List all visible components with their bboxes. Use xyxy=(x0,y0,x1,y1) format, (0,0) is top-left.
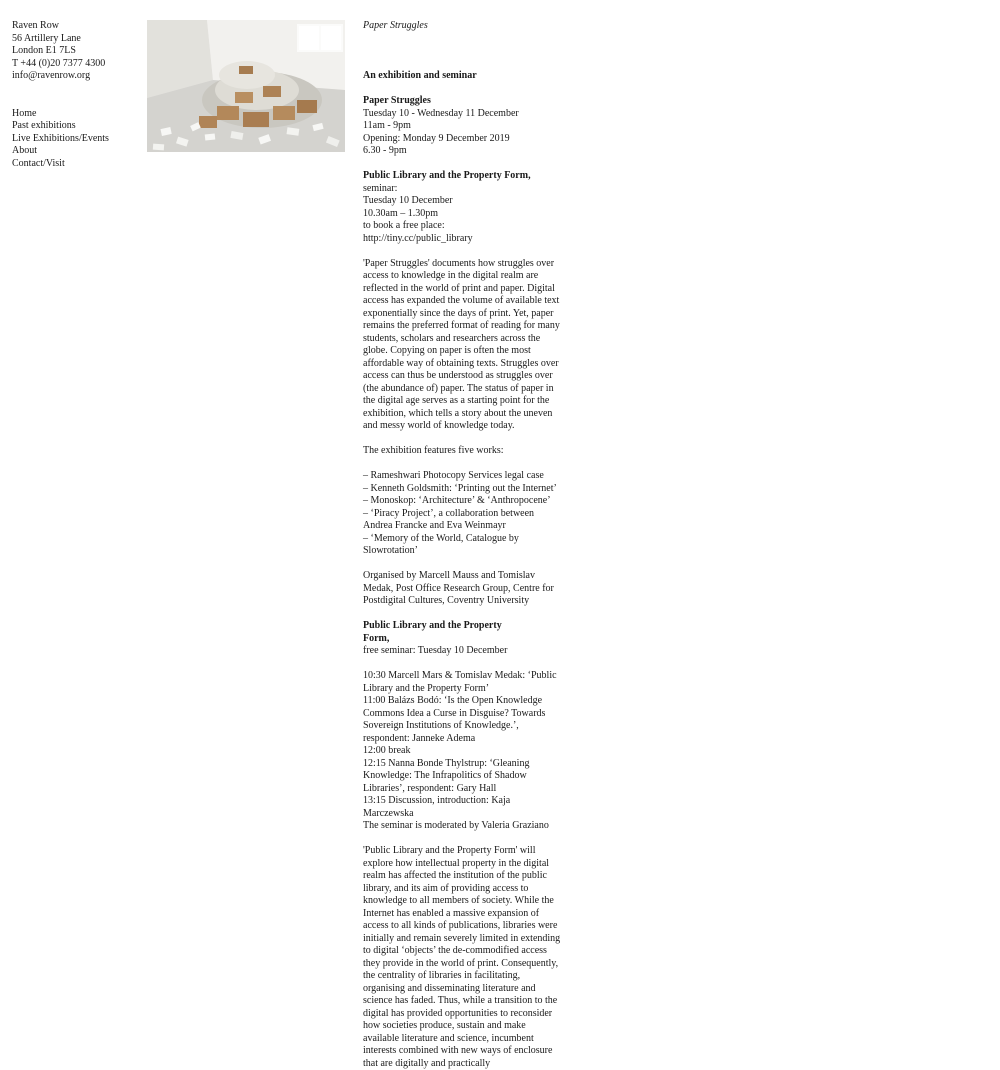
exhibition-description: 'Paper Struggles' documents how struggles over access to knowledge in the digital realm are reflected in the world of print and paper. Digital access has expanded the volume of available text exponentially since the days of print. Yet, paper remains the preferred format of reading for many students, scholars and researchers across the globe. Copying on paper is often the most affordable way of obtaining texts. Struggles over access can thus be understood as struggles over (the abundance of) paper. The status of paper in the digital age serves as a starting point for the exhibition, which tells a story about the uneven and messy world of knowledge today. xyxy=(363,257,560,431)
sidebar xyxy=(12,20,140,170)
nav-item-contact-visit[interactable]: Contact/Visit xyxy=(12,157,65,169)
main-content xyxy=(363,20,563,1070)
seminar-booking-link[interactable]: http://tiny.cc/public_library xyxy=(363,232,473,244)
seminar2-title: Public Library and the Property Form, xyxy=(363,620,502,644)
seminar-booking: to book a free place: xyxy=(363,220,445,231)
venue-email-link[interactable]: info@ravenrow.org xyxy=(12,70,91,81)
venue-phone: T +44 (0)20 7377 4300 xyxy=(12,57,106,69)
schedule-item: The seminar is moderated by Valeria Graziano xyxy=(363,820,549,831)
organisers: Organised by Marcell Mauss and Tomislav Medak, Post Office Research Group, Centre for Postdigital Cultures, Coventry University xyxy=(363,570,554,606)
nav-item-home[interactable]: Home xyxy=(12,107,37,119)
contact-block xyxy=(12,20,140,83)
main-nav xyxy=(12,108,140,171)
works-list xyxy=(363,470,563,558)
nav-item-about[interactable]: About xyxy=(12,145,37,156)
exhibition-hours: 11am - 9pm xyxy=(363,120,411,131)
exhibition-photo xyxy=(147,20,345,152)
paper-piles-image xyxy=(147,20,345,152)
venue-name: Raven Row xyxy=(12,20,59,31)
seminar-date: Tuesday 10 December xyxy=(363,195,453,206)
exhibition-opening-hours: 6.30 - 9pm xyxy=(363,145,407,156)
seminar-title: Public Library and the Property Form, xyxy=(363,170,531,181)
seminar-details xyxy=(363,170,563,245)
schedule-item: 11:00 Balázs Bodó: ‘Is the Open Knowledge Commons Idea a Curse in Disguise? Towards Sovereign Institutions of Knowledge.’, respondent: Janneke Adema xyxy=(363,695,546,744)
works-intro: The exhibition features five works: xyxy=(363,445,504,456)
page-title: Paper Struggles xyxy=(363,20,428,31)
seminar-time: 10.30am – 1.30pm xyxy=(363,207,438,219)
seminar-type: seminar: xyxy=(363,182,398,194)
exhibition-dates: Tuesday 10 - Wednesday 11 December xyxy=(363,107,519,119)
list-item: – ‘Piracy Project’, a collaboration between Andrea Francke and Eva Weinmayr xyxy=(363,507,535,531)
schedule-item: 13:15 Discussion, introduction: Kaja Marczewska xyxy=(363,795,511,819)
exhibition-opening: Opening: Monday 9 December 2019 xyxy=(363,132,510,144)
nav-item-past-exhibitions[interactable]: Past exhibitions xyxy=(12,120,76,131)
venue-city: London E1 7LS xyxy=(12,45,76,56)
exhibition-details xyxy=(363,95,563,158)
list-item: – ‘Memory of the World, Catalogue by Slowrotation’ xyxy=(363,532,519,556)
nav-item-live-exhibitions-events[interactable]: Live Exhibitions/Events xyxy=(12,132,109,144)
seminar-schedule xyxy=(363,670,563,833)
seminar2-subtitle: free seminar: Tuesday 10 December xyxy=(363,645,508,656)
schedule-item: 12:00 break xyxy=(363,745,411,756)
list-item: – Rameshwari Photocopy Services legal case xyxy=(363,470,544,481)
exhibition-title: Paper Struggles xyxy=(363,95,431,106)
schedule-item: 10:30 Marcell Mars & Tomislav Medak: ‘Public Library and the Property Form’ xyxy=(363,670,557,694)
list-item: – Kenneth Goldsmith: ‘Printing out the Internet’ xyxy=(363,482,557,494)
seminar-description: 'Public Library and the Property Form' will explore how intellectual property in the digital realm has affected the institution of the public library, and its aim of providing access to knowledge to all members of society. While the Internet has enabled a massive expansion of access to all kinds of publications, libraries were initially and remain severely limited in extending to digital ‘objects’ the de-commodified access they provide in the world of print. Consequently, the centrality of libraries in facilitating, organising and disseminating literature and science has faded. Thus, while a transition to the digital has provided opportunities to reconsider how societies produce, sustain and make available literature and science, incumbent interests combined with new ways of enclosure that are digitally and practically xyxy=(363,845,561,1069)
schedule-item: 12:15 Nanna Bonde Thylstrup: ‘Gleaning Knowledge: The Infrapolitics of Shadow Libraries’, respondent: Gary Hall xyxy=(363,757,530,794)
venue-street: 56 Artillery Lane xyxy=(12,32,81,44)
intro-heading: An exhibition and seminar xyxy=(363,70,477,81)
list-item: – Monoskop: ‘Architecture’ & ‘Anthropocene’ xyxy=(363,495,551,506)
